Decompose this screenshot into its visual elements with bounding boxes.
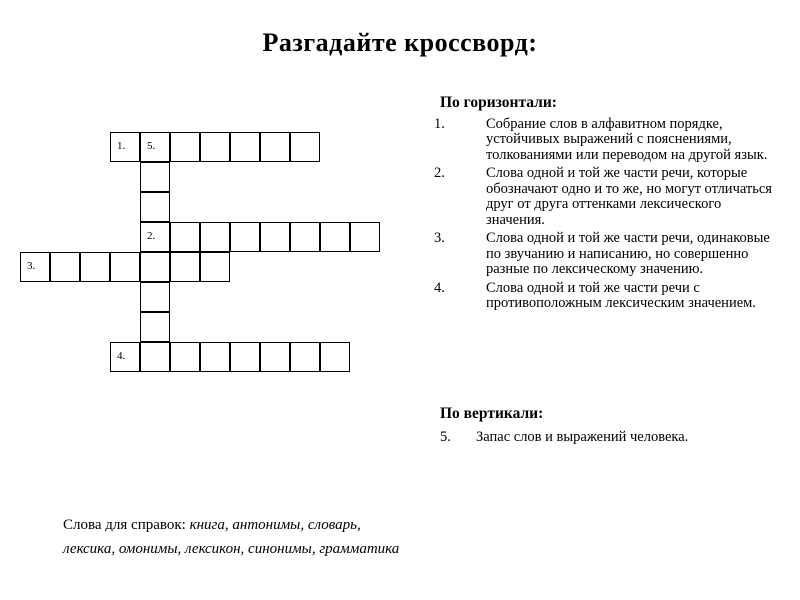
clue-text: Слова одной и той же части речи, одинаковые по звучанию и написанию, но совершенно разные по лексическому значению. [486, 230, 770, 277]
clue-text: Слова одной и той же части речи, которые обозначают одно и то же, но могут отличаться друг от друга оттенками лексического значения. [486, 165, 772, 228]
crossword-cell[interactable] [110, 252, 140, 282]
crossword-cell[interactable] [140, 132, 170, 162]
crossword-cell[interactable] [200, 222, 230, 252]
cell-number: 3. [27, 260, 36, 272]
crossword-cell[interactable] [260, 132, 290, 162]
crossword-cell[interactable] [140, 252, 170, 282]
crossword-cell[interactable] [140, 162, 170, 192]
crossword-cell[interactable] [170, 132, 200, 162]
crossword-cell[interactable] [350, 222, 380, 252]
crossword-cell[interactable] [140, 192, 170, 222]
clue-text: Собрание слов в алфавитном порядке, устойчивых выражений с пояснениями, толкованиями или переводом на другой язык. [486, 115, 768, 163]
cell-number: 4. [117, 350, 126, 362]
clue-number: 3. [434, 230, 445, 246]
clue-text: Слова одной и той же части речи с противоположным лексическим значением. [486, 279, 756, 311]
clue-text: Запас слов и выражений человека. [476, 429, 689, 445]
crossword-cell[interactable] [140, 222, 170, 252]
clue-number: 5. [440, 429, 451, 445]
crossword-cell[interactable] [320, 222, 350, 252]
crossword-cell[interactable] [140, 342, 170, 372]
crossword-cell[interactable] [80, 252, 110, 282]
crossword-cell[interactable] [170, 342, 200, 372]
crossword-cell[interactable] [200, 342, 230, 372]
vertical-clue [440, 429, 688, 446]
clue-number: 2. [434, 165, 445, 181]
cell-number: 2. [147, 230, 156, 242]
clue-number: 1. [434, 115, 445, 132]
clue-item [422, 166, 782, 228]
crossword-cell[interactable] [230, 222, 260, 252]
crossword-cell[interactable] [290, 222, 320, 252]
crossword-cell[interactable] [110, 342, 140, 372]
crossword-cell[interactable] [290, 132, 320, 162]
clue-item [422, 281, 782, 312]
vertical-heading: По вертикали: [440, 405, 544, 422]
crossword-cell[interactable] [50, 252, 80, 282]
clue-item [422, 117, 782, 164]
page-title: Разгадайте кроссворд: [262, 28, 538, 57]
clue-number: 4. [434, 279, 445, 296]
reference-list: книга, антонимы, словарь, лексика, омонимы, лексикон, синонимы, грамматика [63, 517, 400, 557]
crossword-cell[interactable] [200, 252, 230, 282]
cell-number: 1. [117, 140, 126, 152]
horizontal-clues [422, 95, 782, 315]
reference-label: Слова для справок: [63, 517, 186, 533]
clue-item [422, 231, 782, 278]
crossword-cell[interactable] [290, 342, 320, 372]
crossword-cell[interactable] [170, 252, 200, 282]
crossword-cell[interactable] [20, 252, 50, 282]
horizontal-heading: По горизонтали: [440, 94, 557, 111]
reference-words [63, 513, 403, 561]
crossword-cell[interactable] [110, 132, 140, 162]
crossword-cell[interactable] [230, 342, 260, 372]
crossword-cell[interactable] [140, 312, 170, 342]
crossword-cell[interactable] [230, 132, 260, 162]
crossword-cell[interactable] [170, 222, 200, 252]
crossword-cell[interactable] [320, 342, 350, 372]
crossword-cell[interactable] [140, 282, 170, 312]
crossword-cell[interactable] [260, 342, 290, 372]
crossword-cell[interactable] [260, 222, 290, 252]
cell-number: 5. [147, 140, 156, 152]
crossword-cell[interactable] [200, 132, 230, 162]
